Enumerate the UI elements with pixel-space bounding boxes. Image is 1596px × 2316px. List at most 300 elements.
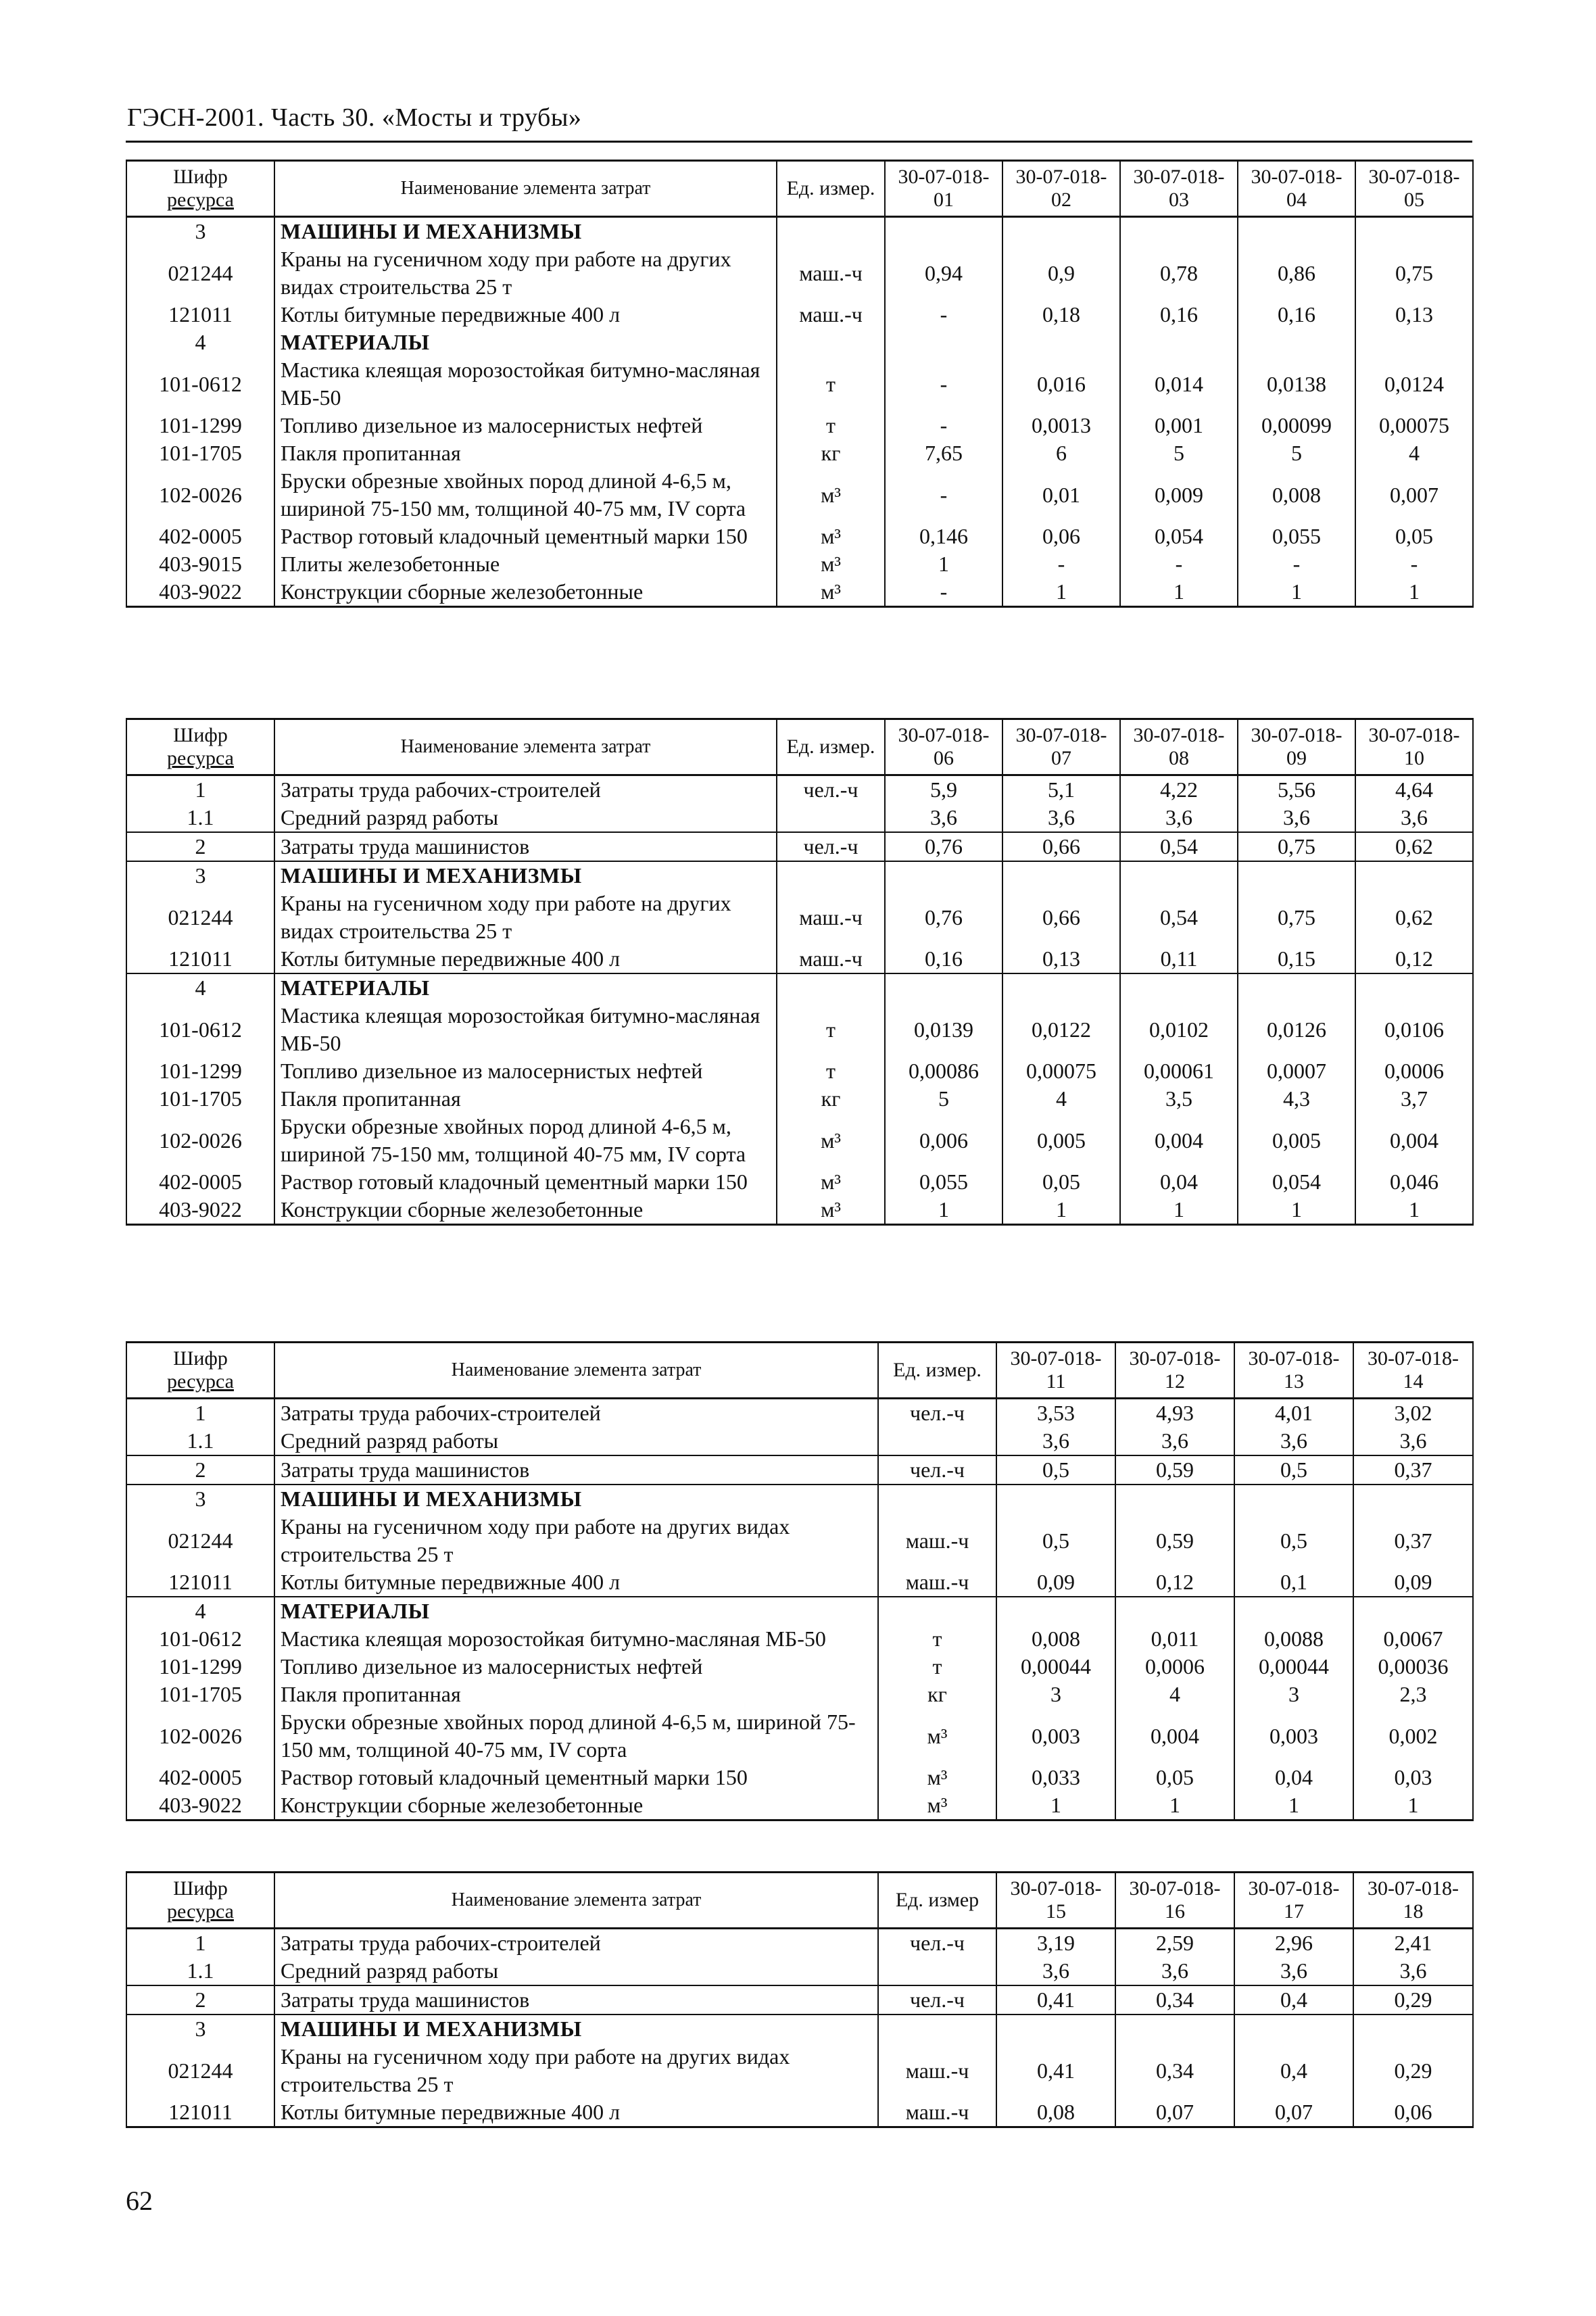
page-number: 62 [126, 2186, 153, 2216]
section-title: МАТЕРИАЛЫ [274, 973, 777, 1002]
value-cell: 0,06 [1002, 523, 1120, 550]
resource-name: Затраты труда машинистов [274, 1455, 878, 1485]
table-row [126, 1929, 1473, 1958]
resource-name: Затраты труда машинистов [274, 832, 777, 861]
value-cell: 3,6 [1234, 1957, 1353, 1985]
value-cell: 3,6 [1115, 1957, 1234, 1985]
value-cell: 0,5 [996, 1455, 1115, 1485]
table-row [126, 775, 1473, 804]
resource-code: 121011 [126, 2098, 274, 2127]
value-cell: 0,016 [1002, 356, 1120, 412]
unit-cell: чел.-ч [878, 1455, 996, 1485]
value-cell: 0,00044 [1234, 1653, 1353, 1681]
unit-cell: чел.-ч [878, 1399, 996, 1428]
norm-code-header: 30-07-018-09 [1238, 719, 1355, 775]
resource-name: Конструкции сборные железобетонные [274, 1791, 878, 1820]
resource-code: 101-1705 [126, 1085, 274, 1113]
value-cell: 0,0013 [1002, 412, 1120, 439]
norm-code-header: 30-07-018-18 [1353, 1873, 1473, 1929]
value-cell: 0,1 [1234, 1568, 1353, 1597]
value-cell: 1 [1238, 578, 1355, 607]
value-cell: 0,146 [885, 523, 1002, 550]
resource-name: Затраты труда машинистов [274, 1985, 878, 2015]
value-cell: 0,004 [1115, 1708, 1234, 1764]
unit-cell: чел.-ч [777, 775, 885, 804]
resource-code: 101-0612 [126, 1002, 274, 1057]
table-row [126, 1791, 1473, 1820]
value-cell: 0,76 [885, 832, 1002, 861]
norm-code-header: 30-07-018-13 [1234, 1343, 1353, 1399]
value-cell [1355, 861, 1473, 890]
unit-cell: м³ [777, 467, 885, 523]
value-cell: 0,055 [1238, 523, 1355, 550]
resource-code: 021244 [126, 245, 274, 301]
section-title: МАШИНЫ И МЕХАНИЗМЫ [274, 2015, 878, 2043]
resource-name: Бруски обрезные хвойных пород длиной 4-6,5 м, шириной 75-150 мм, толщиной 40-75 мм, IV сорта [274, 1113, 777, 1168]
value-cell [1353, 2015, 1473, 2043]
resource-code: 101-1299 [126, 412, 274, 439]
table-row [126, 1568, 1473, 1597]
value-cell [1355, 217, 1473, 246]
table-row [126, 1708, 1473, 1764]
value-cell: 0,66 [1002, 890, 1120, 945]
unit-column-header: Ед. измер. [777, 161, 885, 217]
unit-cell [777, 329, 885, 356]
table-row [126, 245, 1473, 301]
resource-code: 121011 [126, 301, 274, 329]
table-row [126, 2043, 1473, 2098]
unit-cell: маш.-ч [878, 2098, 996, 2127]
resource-code: 1.1 [126, 1427, 274, 1455]
value-cell: 3,6 [1120, 804, 1238, 832]
table-row [126, 2015, 1473, 2043]
value-cell: 0,05 [1002, 1168, 1120, 1196]
value-cell [1120, 973, 1238, 1002]
resource-name: Краны на гусеничном ходу при работе на других видах строительства 25 т [274, 890, 777, 945]
value-cell: 1 [1002, 578, 1120, 607]
unit-cell: т [878, 1625, 996, 1653]
value-cell: 0,05 [1355, 523, 1473, 550]
resource-name: Котлы битумные передвижные 400 л [274, 301, 777, 329]
resource-code: 1 [126, 1929, 274, 1958]
table-row [126, 1625, 1473, 1653]
resource-name: Раствор готовый кладочный цементный марки 150 [274, 523, 777, 550]
value-cell: 4,93 [1115, 1399, 1234, 1428]
resource-code: 102-0026 [126, 467, 274, 523]
value-cell [1120, 217, 1238, 246]
value-cell: 0,09 [996, 1568, 1115, 1597]
value-cell [1120, 861, 1238, 890]
value-cell: 0,00086 [885, 1057, 1002, 1085]
resource-code: 021244 [126, 1513, 274, 1568]
resource-name: Топливо дизельное из малосернистых нефтей [274, 1057, 777, 1085]
value-cell: 3,6 [996, 1427, 1115, 1455]
value-cell: 0,008 [996, 1625, 1115, 1653]
resource-name: Затраты труда рабочих-строителей [274, 775, 777, 804]
resource-code: 1 [126, 775, 274, 804]
value-cell: 0,00099 [1238, 412, 1355, 439]
unit-cell: кг [878, 1681, 996, 1708]
table-row [126, 550, 1473, 578]
resource-code: 3 [126, 861, 274, 890]
value-cell: 0,00044 [996, 1653, 1115, 1681]
resource-name: Бруски обрезные хвойных пород длиной 4-6,5 м, шириной 75-150 мм, толщиной 40-75 мм, IV сорта [274, 467, 777, 523]
value-cell [1002, 973, 1120, 1002]
value-cell [1234, 2015, 1353, 2043]
value-cell: 0,5 [1234, 1455, 1353, 1485]
table-row [126, 1957, 1473, 1985]
value-cell: 3,6 [1234, 1427, 1353, 1455]
value-cell: 0,04 [1234, 1764, 1353, 1791]
value-cell: 0,76 [885, 890, 1002, 945]
resource-name: Затраты труда рабочих-строителей [274, 1929, 878, 1958]
resource-code: 3 [126, 1485, 274, 1513]
value-cell: 0,0007 [1238, 1057, 1355, 1085]
value-cell: 4 [1115, 1681, 1234, 1708]
resource-code: 021244 [126, 2043, 274, 2098]
value-cell: 0,11 [1120, 945, 1238, 973]
table-row [126, 1764, 1473, 1791]
resource-name: Пакля пропитанная [274, 439, 777, 467]
value-cell: 0,29 [1353, 2043, 1473, 2098]
value-cell [1234, 1485, 1353, 1513]
resource-name: Плиты железобетонные [274, 550, 777, 578]
value-cell: 3,6 [996, 1957, 1115, 1985]
value-cell: 5 [1238, 439, 1355, 467]
value-cell [1353, 1597, 1473, 1625]
unit-cell: м³ [777, 550, 885, 578]
value-cell: 0,0067 [1353, 1625, 1473, 1653]
value-cell: 0,008 [1238, 467, 1355, 523]
value-cell: 3,6 [1355, 804, 1473, 832]
value-cell: 0,34 [1115, 1985, 1234, 2015]
table-row [126, 1057, 1473, 1085]
resource-code: 402-0005 [126, 523, 274, 550]
value-cell: 0,37 [1353, 1513, 1473, 1568]
value-cell: 0,62 [1355, 890, 1473, 945]
resource-code: 403-9015 [126, 550, 274, 578]
value-cell: 0,00036 [1353, 1653, 1473, 1681]
value-cell: 0,59 [1115, 1513, 1234, 1568]
value-cell [1002, 217, 1120, 246]
value-cell: 0,0106 [1355, 1002, 1473, 1057]
unit-column-header: Ед. измер. [777, 719, 885, 775]
table-row [126, 467, 1473, 523]
value-cell: 3,6 [885, 804, 1002, 832]
resource-name: Конструкции сборные железобетонные [274, 1196, 777, 1225]
resource-code: 1.1 [126, 1957, 274, 1985]
value-cell: 4,01 [1234, 1399, 1353, 1428]
value-cell [1355, 329, 1473, 356]
unit-cell: т [878, 1653, 996, 1681]
norm-code-header: 30-07-018-07 [1002, 719, 1120, 775]
resource-table-2 [126, 718, 1474, 1226]
value-cell: 0,75 [1238, 890, 1355, 945]
name-column-header: Наименование элемента затрат [274, 1343, 878, 1399]
value-cell: 3,19 [996, 1929, 1115, 1958]
norm-code-header: 30-07-018-14 [1353, 1343, 1473, 1399]
value-cell [885, 329, 1002, 356]
table-row [126, 1113, 1473, 1168]
value-cell: 3,6 [1353, 1427, 1473, 1455]
value-cell: 1 [996, 1791, 1115, 1820]
resource-name: Мастика клеящая морозостойкая битумно-масляная МБ-50 [274, 356, 777, 412]
value-cell: 0,033 [996, 1764, 1115, 1791]
resource-name: Мастика клеящая морозостойкая битумно-масляная МБ-50 [274, 1002, 777, 1057]
value-cell: 0,16 [885, 945, 1002, 973]
value-cell: 6 [1002, 439, 1120, 467]
resource-code: 102-0026 [126, 1113, 274, 1168]
section-title: МАШИНЫ И МЕХАНИЗМЫ [274, 217, 777, 246]
value-cell: 0,0102 [1120, 1002, 1238, 1057]
norm-code-header: 30-07-018-04 [1238, 161, 1355, 217]
resource-table-1 [126, 160, 1474, 608]
unit-cell: м³ [777, 1196, 885, 1225]
value-cell: 0,0126 [1238, 1002, 1355, 1057]
unit-cell: м³ [878, 1708, 996, 1764]
table-row [126, 329, 1473, 356]
unit-cell: м³ [878, 1791, 996, 1820]
value-cell: 0,007 [1355, 467, 1473, 523]
value-cell: 4,64 [1355, 775, 1473, 804]
resource-name: Котлы битумные передвижные 400 л [274, 2098, 878, 2127]
table-row [126, 1196, 1473, 1225]
value-cell: 4 [1355, 439, 1473, 467]
value-cell: 3,5 [1120, 1085, 1238, 1113]
value-cell [996, 2015, 1115, 2043]
unit-column-header: Ед. измер [878, 1873, 996, 1929]
table-row [126, 1681, 1473, 1708]
value-cell: 0,0006 [1115, 1653, 1234, 1681]
value-cell: 0,37 [1353, 1455, 1473, 1485]
value-cell: 4,3 [1238, 1085, 1355, 1113]
value-cell: 0,75 [1355, 245, 1473, 301]
resource-code: 102-0026 [126, 1708, 274, 1764]
resource-code: 403-9022 [126, 1791, 274, 1820]
table-row [126, 1597, 1473, 1625]
value-cell: 0,16 [1238, 301, 1355, 329]
value-cell: - [1120, 550, 1238, 578]
norm-code-header: 30-07-018-10 [1355, 719, 1473, 775]
norm-code-header: 30-07-018-01 [885, 161, 1002, 217]
value-cell: 0,34 [1115, 2043, 1234, 2098]
value-cell: 0,00075 [1355, 412, 1473, 439]
value-cell: 0,004 [1355, 1113, 1473, 1168]
value-cell: 0,16 [1120, 301, 1238, 329]
resource-code: 121011 [126, 945, 274, 973]
norm-code-header: 30-07-018-17 [1234, 1873, 1353, 1929]
unit-cell: м³ [777, 1168, 885, 1196]
value-cell: 0,09 [1353, 1568, 1473, 1597]
resource-code: 4 [126, 1597, 274, 1625]
value-cell: 0,014 [1120, 356, 1238, 412]
unit-cell: чел.-ч [878, 1929, 996, 1958]
unit-cell: м³ [777, 523, 885, 550]
resource-code: 1 [126, 1399, 274, 1428]
table-row [126, 861, 1473, 890]
unit-cell: кг [777, 439, 885, 467]
value-cell: 0,54 [1120, 832, 1238, 861]
unit-cell [777, 861, 885, 890]
value-cell: 1 [1355, 578, 1473, 607]
name-column-header: Наименование элемента затрат [274, 161, 777, 217]
resource-name: Затраты труда рабочих-строителей [274, 1399, 878, 1428]
unit-cell: чел.-ч [878, 1985, 996, 2015]
value-cell: 1 [1238, 1196, 1355, 1225]
value-cell [1115, 1597, 1234, 1625]
value-cell: 5 [1120, 439, 1238, 467]
unit-cell: маш.-ч [777, 945, 885, 973]
resource-name: Топливо дизельное из малосернистых нефтей [274, 412, 777, 439]
resource-table-3 [126, 1341, 1474, 1821]
value-cell: 0,004 [1120, 1113, 1238, 1168]
value-cell: - [885, 412, 1002, 439]
value-cell: 3,6 [1353, 1957, 1473, 1985]
value-cell: 0,5 [1234, 1513, 1353, 1568]
value-cell: 0,003 [1234, 1708, 1353, 1764]
value-cell: 2,41 [1353, 1929, 1473, 1958]
code-column-header: Шифр ресурса [126, 719, 274, 775]
value-cell: 2,96 [1234, 1929, 1353, 1958]
value-cell: 0,05 [1115, 1764, 1234, 1791]
resource-code: 1.1 [126, 804, 274, 832]
resource-name: Раствор готовый кладочный цементный марки 150 [274, 1168, 777, 1196]
table-row [126, 439, 1473, 467]
name-column-header: Наименование элемента затрат [274, 719, 777, 775]
value-cell: 0,9 [1002, 245, 1120, 301]
norm-code-header: 30-07-018-02 [1002, 161, 1120, 217]
value-cell: 2,3 [1353, 1681, 1473, 1708]
norm-code-header: 30-07-018-12 [1115, 1343, 1234, 1399]
value-cell [1115, 2015, 1234, 2043]
table-row [126, 1455, 1473, 1485]
norm-code-header: 30-07-018-08 [1120, 719, 1238, 775]
norm-code-header: 30-07-018-06 [885, 719, 1002, 775]
value-cell [1353, 1485, 1473, 1513]
value-cell: - [885, 301, 1002, 329]
value-cell: 3,53 [996, 1399, 1115, 1428]
value-cell: 3,7 [1355, 1085, 1473, 1113]
value-cell: 1 [885, 550, 1002, 578]
resource-name: Краны на гусеничном ходу при работе на других видах строительства 25 т [274, 245, 777, 301]
page-header: ГЭСН-2001. Часть 30. «Мосты и трубы» [127, 103, 582, 132]
value-cell: 0,005 [1238, 1113, 1355, 1168]
resource-name: Топливо дизельное из малосернистых нефтей [274, 1653, 878, 1681]
value-cell [1234, 1597, 1353, 1625]
table-row [126, 2098, 1473, 2127]
value-cell: 4 [1002, 1085, 1120, 1113]
unit-cell: маш.-ч [878, 1568, 996, 1597]
unit-cell [777, 217, 885, 246]
resource-code: 2 [126, 1455, 274, 1485]
value-cell: 0,054 [1238, 1168, 1355, 1196]
value-cell: 0,03 [1353, 1764, 1473, 1791]
value-cell: 0,66 [1002, 832, 1120, 861]
table-row [126, 523, 1473, 550]
table-row [126, 945, 1473, 973]
value-cell: - [1355, 550, 1473, 578]
value-cell: 0,04 [1120, 1168, 1238, 1196]
value-cell: 0,54 [1120, 890, 1238, 945]
value-cell: - [885, 467, 1002, 523]
norm-code-header: 30-07-018-16 [1115, 1873, 1234, 1929]
value-cell: 0,00061 [1120, 1057, 1238, 1085]
value-cell: 0,002 [1353, 1708, 1473, 1764]
table-row [126, 356, 1473, 412]
norm-code-header: 30-07-018-03 [1120, 161, 1238, 217]
table-row [126, 301, 1473, 329]
value-cell: 0,0088 [1234, 1625, 1353, 1653]
table-row [126, 412, 1473, 439]
resource-name: Средний разряд работы [274, 1957, 878, 1985]
resource-name: Бруски обрезные хвойных пород длиной 4-6,5 м, шириной 75-150 мм, толщиной 40-75 мм, IV сорта [274, 1708, 878, 1764]
value-cell: 0,0122 [1002, 1002, 1120, 1057]
value-cell: 0,006 [885, 1113, 1002, 1168]
value-cell: 0,12 [1355, 945, 1473, 973]
value-cell: 0,4 [1234, 2043, 1353, 2098]
value-cell: 0,0006 [1355, 1057, 1473, 1085]
section-title: МАШИНЫ И МЕХАНИЗМЫ [274, 1485, 878, 1513]
unit-cell [777, 973, 885, 1002]
unit-cell: м³ [777, 578, 885, 607]
unit-cell: м³ [777, 1113, 885, 1168]
value-cell [1120, 329, 1238, 356]
table-row [126, 890, 1473, 945]
value-cell: 1 [1120, 1196, 1238, 1225]
value-cell [1355, 973, 1473, 1002]
value-cell: 0,003 [996, 1708, 1115, 1764]
value-cell: 0,01 [1002, 467, 1120, 523]
value-cell: 3 [996, 1681, 1115, 1708]
value-cell: 5,56 [1238, 775, 1355, 804]
resource-code: 101-1705 [126, 439, 274, 467]
resource-code: 3 [126, 217, 274, 246]
table-row [126, 1168, 1473, 1196]
table-row [126, 1485, 1473, 1513]
value-cell: 0,055 [885, 1168, 1002, 1196]
value-cell [996, 1485, 1115, 1513]
table-row [126, 1985, 1473, 2015]
resource-code: 2 [126, 1985, 274, 2015]
norm-code-header: 30-07-018-05 [1355, 161, 1473, 217]
table-row [126, 1002, 1473, 1057]
unit-cell: кг [777, 1085, 885, 1113]
value-cell: - [885, 578, 1002, 607]
value-cell: - [1002, 550, 1120, 578]
value-cell: 0,0139 [885, 1002, 1002, 1057]
value-cell: 0,41 [996, 2043, 1115, 2098]
value-cell: 1 [1002, 1196, 1120, 1225]
value-cell: 0,00075 [1002, 1057, 1120, 1085]
unit-cell: м³ [878, 1764, 996, 1791]
resource-name: Краны на гусеничном ходу при работе на других видах строительства 25 т [274, 1513, 878, 1568]
resource-code: 403-9022 [126, 578, 274, 607]
value-cell [885, 861, 1002, 890]
table-row [126, 804, 1473, 832]
table-row [126, 578, 1473, 607]
unit-cell: маш.-ч [777, 245, 885, 301]
unit-cell: маш.-ч [878, 2043, 996, 2098]
section-title: МАТЕРИАЛЫ [274, 1597, 878, 1625]
value-cell: 1 [1353, 1791, 1473, 1820]
resource-name: Пакля пропитанная [274, 1085, 777, 1113]
unit-cell: чел.-ч [777, 832, 885, 861]
value-cell [1238, 861, 1355, 890]
norm-code-header: 30-07-018-15 [996, 1873, 1115, 1929]
value-cell [1115, 1485, 1234, 1513]
value-cell: 0,005 [1002, 1113, 1120, 1168]
value-cell: 5,9 [885, 775, 1002, 804]
